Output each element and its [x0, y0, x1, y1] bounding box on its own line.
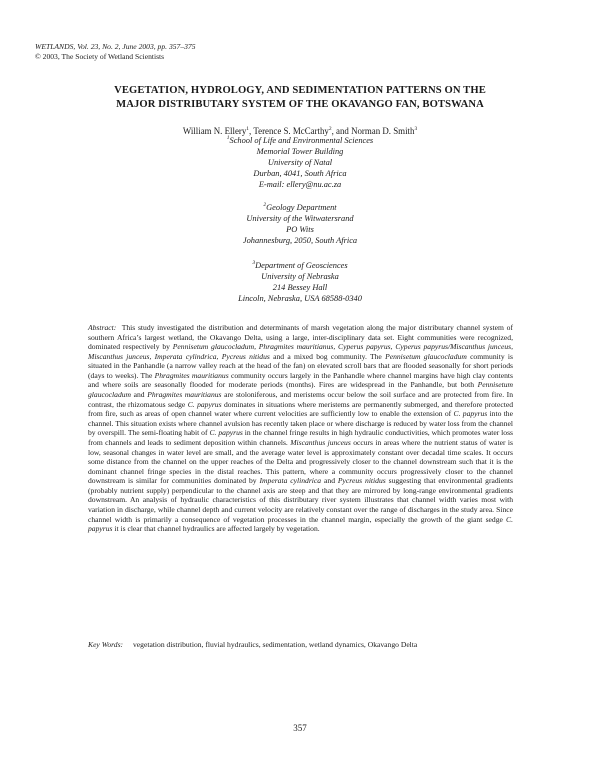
- affiliation-1: [0, 135, 600, 190]
- affiliation-1-line-2: Memorial Tower Building: [256, 147, 344, 156]
- author-mccarthy: , Terence S. McCarthy: [249, 126, 329, 136]
- affiliation-2-line-2: University of the Witwatersrand: [246, 214, 354, 223]
- paper-title: [55, 84, 545, 111]
- author-smith-sup: 3: [414, 126, 418, 133]
- affiliation-3-line-1: [0, 260, 600, 271]
- affiliation-1-line-1: [0, 135, 600, 146]
- affiliation-2: [0, 202, 600, 246]
- affiliation-3-dept: Department of Geosciences: [255, 261, 348, 270]
- affiliation-3-line-4: Lincoln, Nebraska, USA 68588-0340: [238, 294, 362, 303]
- title-line-2: MAJOR DISTRIBUTARY SYSTEM OF THE OKAVANGO FAN, BOTSWANA: [116, 98, 484, 110]
- author-smith: , and Norman D. Smith: [331, 126, 415, 136]
- affiliation-2-dept: Geology Department: [266, 203, 337, 212]
- abstract-text: suggesting that environmental gradients (probably nutrient supply) perpendicular to the channel axis are steep and that they are mirrored by long-range environmental gradients downstream. An analysis of hydraulic characteristics of this distributary river system illustrates that channel width varies most with variation in discharge, while channel depth and current velocity are relatively constant over the range of discharges in the study area. Since channel width is primarily a consequence of vegetation processes in the channel margin, especially the growth of the giant sedge: [88, 476, 513, 524]
- abstract-text: community occurs largely in the Panhandle where channel margins have high clay contents and where soils are seasonally flooded for moderate periods (months). Fires are widespread in the Panhandle, but both: [88, 370, 513, 390]
- abstract: [88, 323, 513, 534]
- abstract-species: Miscanthus junceus: [290, 437, 351, 447]
- author-mccarthy-sup: 2: [328, 126, 332, 133]
- abstract-species: Phragmites mauritianus: [154, 370, 229, 380]
- affiliation-1-line-4: Durban, 4041, South Africa: [253, 169, 347, 178]
- affiliation-2-line-3: PO Wits: [286, 225, 314, 234]
- abstract-text: it is clear that channel hydraulics are affected largely by vegetation.: [112, 524, 320, 534]
- journal-citation-text: WETLANDS, Vol. 23, No. 2, June 2003, pp. 357–375: [35, 42, 196, 51]
- abstract-species: Pennisetum glaucocladum: [385, 351, 467, 361]
- abstract-species: Pycreus nitidus: [337, 476, 386, 486]
- abstract-text: and: [321, 476, 338, 486]
- affiliation-2-sup: 2: [263, 202, 267, 209]
- abstract-label: Abstract:: [88, 323, 117, 332]
- abstract-species: Pennisetum glaucocladum: [88, 380, 513, 400]
- title-line-1: VEGETATION, HYDROLOGY, AND SEDIMENTATION PATTERNS ON THE: [114, 85, 486, 96]
- abstract-species: C. papyrus: [209, 428, 243, 438]
- abstract-species: C. papyrus: [88, 514, 513, 534]
- affiliation-1-sup: 1: [226, 135, 230, 142]
- abstract-text: community is situated in the Panhandle (a narrow valley reach at the head of the fan) on elevated scroll bars that are flooded seasonally for short periods (days to weeks). The: [88, 351, 513, 380]
- affiliation-3-line-2: University of Nebraska: [261, 272, 339, 281]
- affiliation-3-sup: 3: [252, 260, 256, 267]
- keywords-text: vegetation distribution, fluvial hydraulics, sedimentation, wetland dynamics, Okavango Delta: [133, 640, 418, 649]
- abstract-text: are stoloniferous, and meristems occur below the soil surface and are protected from fire. In contrast, the rhizomatous sedge: [88, 390, 514, 409]
- copyright-line: © 2003, The Society of Wetland Scientists: [35, 51, 165, 61]
- affiliation-1-line-3: University of Natal: [267, 158, 333, 167]
- keywords-label: Key Words:: [88, 640, 124, 649]
- journal-citation: [35, 42, 395, 52]
- affiliation-1-dept: School of Life and Environmental Sciences: [229, 136, 374, 145]
- author-ellery-sup: 1: [246, 126, 250, 133]
- abstract-species: Imperata cylindrica: [259, 476, 322, 486]
- keywords: [88, 640, 513, 650]
- page-number: 357: [293, 723, 307, 733]
- abstract-species: Phragmites mauritianus: [147, 390, 222, 400]
- abstract-text: and: [131, 390, 148, 400]
- affiliation-1-email: E-mail: ellery@nu.ac.za: [258, 180, 342, 189]
- abstract-species: C. papyrus: [187, 399, 222, 409]
- journal-header: [35, 42, 395, 61]
- abstract-text: dominates in situations where meristems are permanently submerged, and therefore protected from fire, such as areas of open channel water where current velocities are sufficiently low to enable the extension of: [88, 399, 514, 419]
- abstract-species: Pennisetum glaucocladum, Phragmites mauritianus, Cyperus papyrus, Cyperus papyrus/Miscanthus junceus, Miscanthus junceus, Imperata cylindrica, Pycreus nitidus: [88, 342, 513, 361]
- abstract-species: C. papyrus: [453, 409, 488, 419]
- affiliation-3-line-3: 214 Bessey Hall: [272, 283, 328, 292]
- abstract-text: and a mixed bog community. The: [269, 351, 386, 361]
- abstract-text: This study investigated the distribution and determinants of marsh vegetation along the major distributary channel system of southern Africa’s largest wetland, the Okavango Delta, using a large, inter-disciplinary data set. Eight communities were recognized, dominated respectively by: [88, 323, 514, 352]
- abstract-text: in the channel fringe results in high hydraulic conductivities, which promotes water loss from channels and leads to sediment deposition within channels.: [88, 428, 513, 447]
- abstract-text: occurs in areas where the nutrient status of water is low, seasonal changes in water level are small, and the average water level is approximately constant over decadal time scales. It occurs some distance from the channel on the upper reaches of the Delta and progressively closer to the channel downstream such that it is the dominant channel fringe species in the distal reaches. This pattern, where a community occurs progressively closer to the channel downstream is similar for communities dominated by: [88, 437, 513, 486]
- author-ellery: William N. Ellery: [182, 126, 247, 136]
- abstract-text: into the channel. This situation exists where channel avulsion has recently taken place or where discharge is reduced by water loss from the channel by overspill. The semi-floating habit of: [88, 409, 513, 438]
- affiliation-2-line-1: [0, 202, 600, 213]
- affiliation-3: [0, 260, 600, 304]
- affiliation-2-line-4: Johannesburg, 2050, South Africa: [242, 236, 358, 245]
